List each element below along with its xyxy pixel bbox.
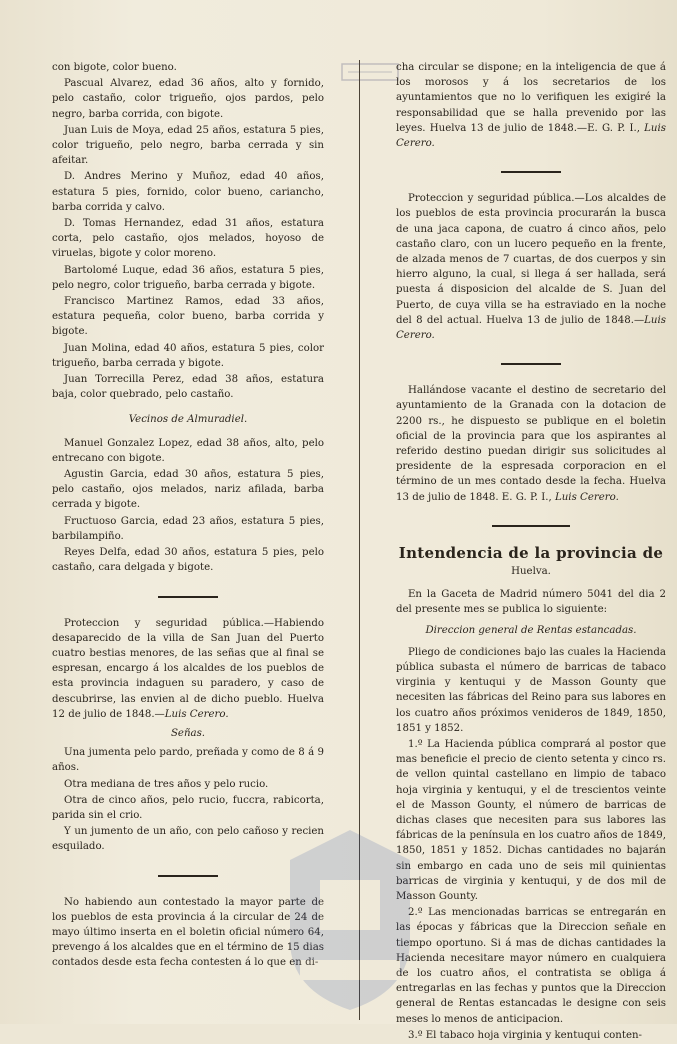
paragraph: 1.º La Hacienda pública comprará al postor que mas beneficie el precio de ciento setenta y cinco rs. de vellon quintal castellano en limpio de tabaco hoja virginia y kentuqui, y el de trescientos veinte el de Masson Gounty, el número de barricas de dichas clases que necesiten para sus labores las fábricas de la península en los cuatro años de 1849, 1850, 1851 y 1852. Dichas cantidades no bajarán sin embargo en cada uno de seis mil quinientas barricas de virginia y kentuqui, y de dos mil de Masson Gounty. <box>396 738 666 902</box>
paragraph: Y un jumento de un año, con pelo cañoso y recien esquilado. <box>52 826 324 853</box>
paragraph: Manuel Gonzalez Lopez, edad 38 años, alto, pelo entrecano con bigote. <box>52 437 324 464</box>
paragraph: Francisco Martinez Ramos, edad 33 años, estatura pequeña, color bueno, barba corrida y bigote. <box>52 296 324 338</box>
paragraph: Una jumenta pelo pardo, preñada y como de 8 á 9 años. <box>52 747 324 774</box>
library-stamp-icon <box>340 62 400 82</box>
paragraph: En la Gaceta de Madrid número 5041 del dia 2 del presente mes se publica lo siguiente: <box>396 589 666 616</box>
separator-rule <box>492 525 570 527</box>
section-title: Intendencia de la provincia de <box>398 543 664 562</box>
paragraph <box>396 60 666 151</box>
paragraph: Otra mediana de tres años y pelo rucio. <box>64 778 269 790</box>
section-heading: Vecinos de Almuradiel. <box>128 414 248 426</box>
paragraph: Juan Torrecilla Perez, edad 38 años, estatura baja, color quebrado, pelo castaño. <box>52 374 324 401</box>
separator-rule <box>158 596 218 598</box>
notice-text: cha circular se dispone; en la inteligencia de que á los morosos y á los secretarios de los ayuntamientos que no lo verifiquen les exigiré la responsabilidad que se halla prevenido por las leyes. Huelva 13 de julio de 1848.—E. G. P. I., <box>396 62 666 134</box>
signature: Luis Cerero. <box>396 314 666 342</box>
paragraph: Otra de cinco años, pelo rucio, fuccra, rabicorta, parida sin el crio. <box>52 794 324 821</box>
section-heading: Direccion general de Rentas estancadas. <box>425 625 637 637</box>
paragraph: 3.º El tabaco hoja virginia y kentuqui conten- <box>408 1029 642 1041</box>
separator-rule <box>501 171 561 173</box>
paragraph <box>396 191 666 343</box>
paragraph <box>396 383 666 505</box>
signature: Luis Cerero. <box>554 491 619 503</box>
paragraph: Juan Molina, edad 40 años, estatura 5 pies, color trigueño, barba cerrada y bigote. <box>52 342 324 369</box>
paragraph: Pascual Alvarez, edad 36 años, alto y fornido, pelo castaño, color trigueño, ojos pardos, pelo negro, barba corrida, con bigote. <box>52 78 324 120</box>
separator-rule <box>501 363 561 365</box>
paragraph: D. Tomas Hernandez, edad 31 años, estatura corta, pelo castaño, ojos melados, hoyoso de viruelas, bigote y color moreno. <box>52 218 324 260</box>
paragraph: Reyes Delfa, edad 30 años, estatura 5 pies, pelo castaño, cara delgada y bigote. <box>52 547 324 574</box>
notice-text: Hallándose vacante el destino de secretario del ayuntamiento de la Granada con la dotacion de 2200 rs., he dispuesto se publique en el boletin oficial de la provincia para que los aspirantes al referido destino puedan dirigir sus solicitudes al presidente de la espresada corporacion en el término de un mes contado desde la fecha. Huelva 13 de julio de 1848. E. G. P. I., <box>396 385 666 503</box>
paragraph: con bigote, color bueno. <box>52 62 177 73</box>
signature: Luis Cerero. <box>396 122 666 150</box>
paragraph: D. Andres Merino y Muñoz, edad 40 años, estatura 5 pies, fornido, color bueno, cariancho, barba corrida y calvo. <box>52 171 324 213</box>
paragraph: Fructuoso Garcia, edad 23 años, estatura 5 pies, barbilampiño. <box>52 515 324 542</box>
paragraph: Bartolomé Luque, edad 36 años, estatura 5 pies, pelo negro, color trigueño, barba cerrada y bigote. <box>52 264 324 291</box>
paragraph: Pliego de condiciones bajo las cuales la Hacienda pública subasta el número de barricas de tabaco virginia y kentuqui y de Masson Gounty que necesiten las fábricas del Reino para sus labores en los cuatro años próximos venideros de 1849, 1850, 1851 y 1852. <box>396 646 666 734</box>
paragraph: No habiendo aun contestado la mayor parte de los pueblos de esta provincia á la circular de 24 de mayo último inserta en el boletin oficial número 64, prevengo á los alcaldes que en el término de 15 dias contados desde esta fecha contesten á lo que en di- <box>52 896 324 969</box>
right-column <box>396 60 666 1044</box>
paragraph <box>52 616 324 722</box>
signature: Luis Cerero. <box>164 708 229 720</box>
section-heading: Señas. <box>170 727 206 739</box>
separator-rule <box>158 875 218 877</box>
notice-text: Proteccion y seguridad pública.—Habiendo desaparecido de la villa de San Juan del Puerto cuatro bestias menores, de las señas que al final se espresan, encargo á los alcaldes de los pueblos de esta provincia indaguen su paradero, y caso de descubrirse, las envien al de dicho pueblo. Huelva 12 de julio de 1848.— <box>52 617 324 720</box>
paragraph: Agustin Garcia, edad 30 años, estatura 5 pies, pelo castaño, ojos melados, nariz afilada, barba cerrada y bigote. <box>52 469 324 511</box>
notice-text: Proteccion y seguridad pública.—Los alcaldes de los pueblos de esta provincia procurarán la busca de una jaca capona, de cuatro á cinco años, pelo castaño claro, con un lucero pequeño en la frente, de alzada menos de 7 cuartas, de dos cuerpos y sin hierro alguno, la cual, si llega á ser hallada, será puesta á disposicion del alcalde de S. Juan del Puerto, de cuya villa se ha estraviado en la noche del 8 del actual. Huelva 13 de julio de 1848.— <box>396 193 666 326</box>
archive-watermark-icon <box>270 820 430 1020</box>
paragraph: 2.º Las mencionadas barricas se entregarán en las épocas y fábricas que la Direccion señale en tiempo oportuno. Si á mas de dichas cantidades la Hacienda necesitare mayor número en cualquiera de los cuatro años, el contratista se obliga á entregarlas en las fechas y puntos que la Direccion general de Rentas estancadas le designe con seis meses lo menos de anticipacion. <box>396 907 666 1025</box>
section-subtitle: Huelva. <box>511 565 551 577</box>
paragraph: Juan Luis de Moya, edad 25 años, estatura 5 pies, color trigueño, pelo negro, barba cerrada y sin afeitar. <box>52 124 324 167</box>
